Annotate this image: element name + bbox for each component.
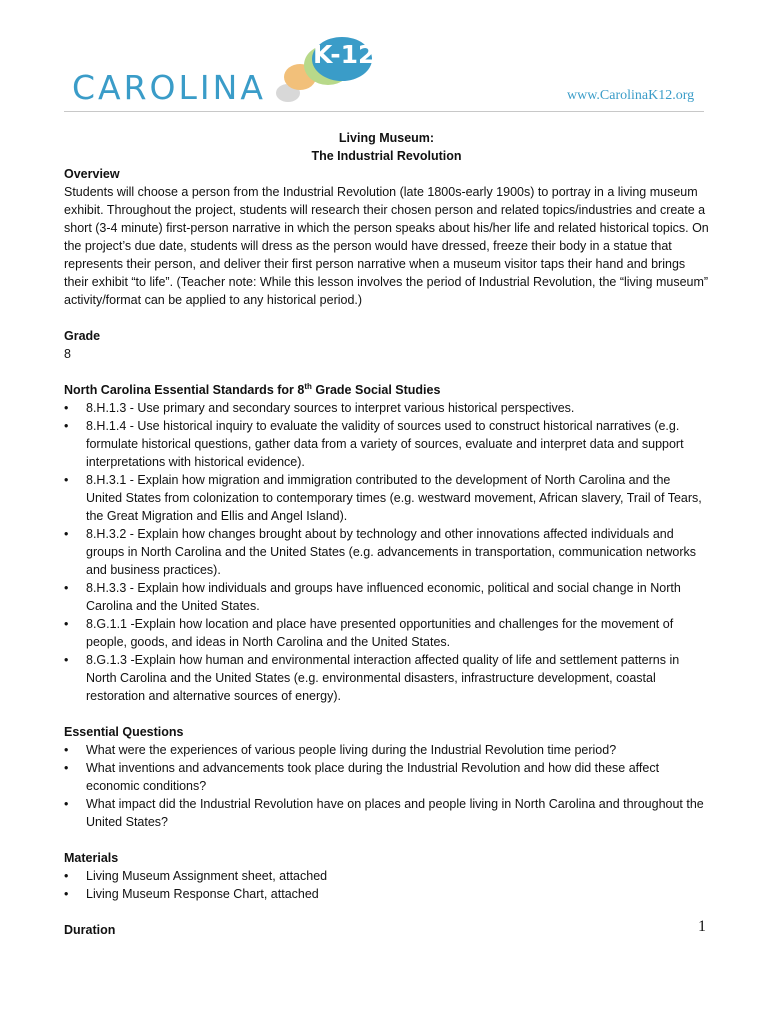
document-title-line-2: The Industrial Revolution (311, 149, 462, 163)
grade-value: 8 (64, 347, 71, 361)
material-item: • Living Museum Assignment sheet, attached (64, 867, 709, 885)
standard-item: • 8.H.1.4 - Use historical inquiry to evaluate the validity of sources used to construct historical narratives (e.g. formulate historical questions, gather data from a variety of sources, evaluate and interpret data and support interpretations with historical evidence). (64, 417, 709, 471)
standard-item: • 8.H.1.3 - Use primary and secondary sources to interpret various historical perspectives. (64, 399, 709, 417)
overview-heading: Overview (64, 167, 120, 181)
question-item: • What inventions and advancements took place during the Industrial Revolution and how did these affect economic conditions? (64, 759, 709, 795)
grade-heading: Grade (64, 329, 101, 343)
essential-questions-list (64, 741, 709, 831)
standard-item: • 8.G.1.1 -Explain how location and place have presented opportunities and challenges for the movement of people, goods, and ideas in North Carolina and the United States. (64, 615, 709, 651)
question-item: • What impact did the Industrial Revolution have on places and people living in North Carolina and throughout the United States? (64, 795, 709, 831)
question-item: • What were the experiences of various people living during the Industrial Revolution time period? (64, 741, 709, 759)
spacer (64, 363, 709, 381)
standards-heading-text: North Carolina Essential Standards for 8 (64, 383, 305, 397)
materials-heading: Materials (64, 851, 119, 865)
standard-item: • 8.H.3.3 - Explain how individuals and groups have influenced economic, political and social change in North Carolina and the United States. (64, 579, 709, 615)
materials-list (64, 867, 709, 903)
page-number: 1 (698, 918, 706, 935)
overview-text: Students will choose a person from the Industrial Revolution (late 1800s-early 1900s) to portray in a living museum exhibit. Throughout the project, students will research their chosen person and related topics/industries and create a short (3-4 minute) first-person narrative in which the person speaks about his/her life and related historical topics. On the project’s due date, students will dress as the person would have dressed, freeze their body in a statue that represents their person, and deliver their first person narrative when a museum visitor taps their hand and brings their exhibit “to life”. (Teacher note: While this lesson involves the period of Industrial Revolution, the “living museum” activity/format can be applied to any historical period.) (64, 185, 709, 307)
header-divider (64, 111, 704, 112)
standard-item: • 8.H.3.2 - Explain how changes brought about by technology and other innovations affected individuals and groups in North Carolina and the United States (e.g. advancements in transportation, communication networks and business practices). (64, 525, 709, 579)
spacer (64, 309, 709, 327)
essential-questions-heading: Essential Questions (64, 725, 184, 739)
standard-item: • 8.H.3.1 - Explain how migration and immigration contributed to the development of North Carolina and the United States from colonization to contemporary times (e.g. westward movement, African slavery, Trail of Tears, the Great Migration and Ellis and Angel Island). (64, 471, 709, 525)
standards-heading (64, 381, 709, 399)
carolina-logo-text: CAROLINA (72, 68, 266, 107)
standards-heading-superscript: th (304, 381, 312, 391)
standards-list (64, 399, 709, 705)
k12-badge: K-12 (313, 40, 376, 69)
standard-item: • 8.G.1.3 -Explain how human and environmental interaction affected quality of life and settlement patterns in North Carolina and the United States (e.g. environmental disasters, infrastructure development, coastal restoration and alternative sources of energy). (64, 651, 709, 705)
duration-heading: Duration (64, 923, 116, 937)
material-item: • Living Museum Response Chart, attached (64, 885, 709, 903)
spacer (64, 831, 709, 849)
document-body (64, 129, 709, 939)
spacer (64, 705, 709, 723)
document-title-line-1: Living Museum: (338, 131, 435, 145)
spacer (64, 903, 709, 921)
page-header (0, 0, 770, 120)
standards-heading-suffix: Grade Social Studies (311, 383, 441, 397)
site-url-link[interactable]: www.CarolinaK12.org (567, 88, 695, 103)
